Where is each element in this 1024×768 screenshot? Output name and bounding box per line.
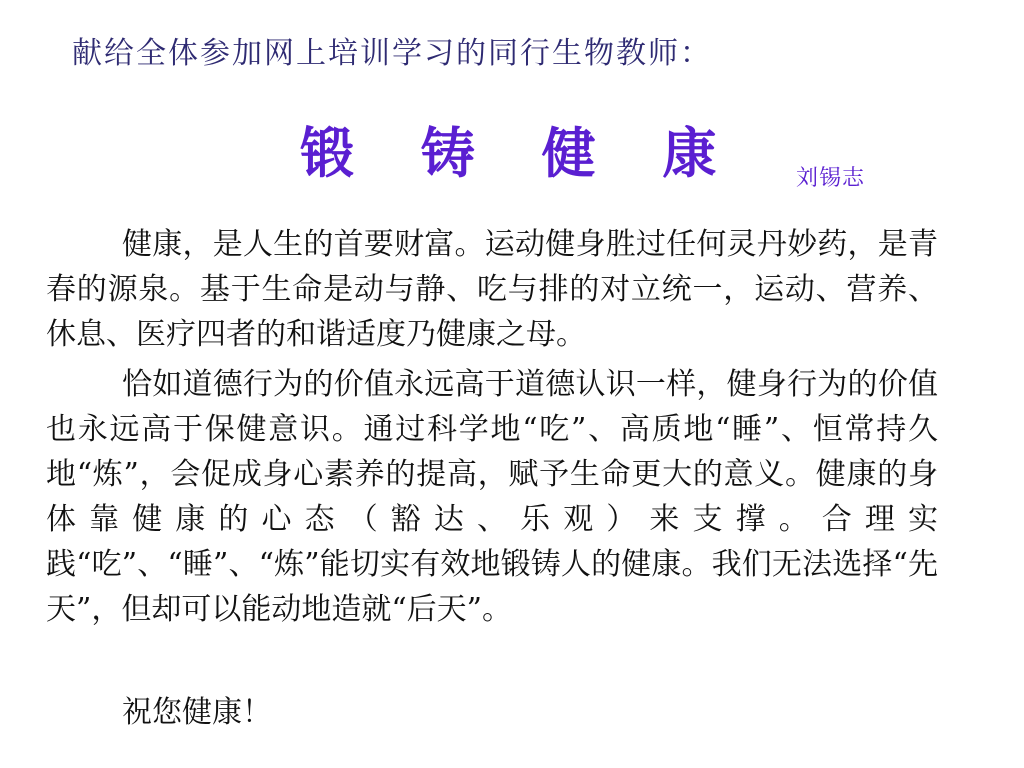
author-name: 刘锡志 [796,166,866,191]
page-title: 锻 铸 健 康 [300,121,741,185]
body-paragraph-2: 恰如道德行为的价值永远高于道德认识一样，健身行为的价值也永远高于保健意识。通过科学地“吃”、高质地“睡”、恒常持久地“炼”，会促成身心素养的提高，赋予生命更大的意义。健康的身体靠健康的心态（豁达、乐观）来支撑。合理实践“吃”、“睡”、“炼”能切实有效地锻铸人的健康。我们无法选择“先天”，但却可以能动地造就“后天”。 [46,367,938,627]
body-paragraph-1: 健康，是人生的首要财富。运动健身胜过任何灵丹妙药，是青春的源泉。基于生命是动与静、吃与排的对立统一，运动、营养、休息、医疗四者的和谐适度乃健康之母。 [46,227,938,352]
dedication-heading: 献给全体参加网上培训学习的同行生物教师： [72,36,712,71]
closing-line: 祝您健康！ [122,695,272,730]
